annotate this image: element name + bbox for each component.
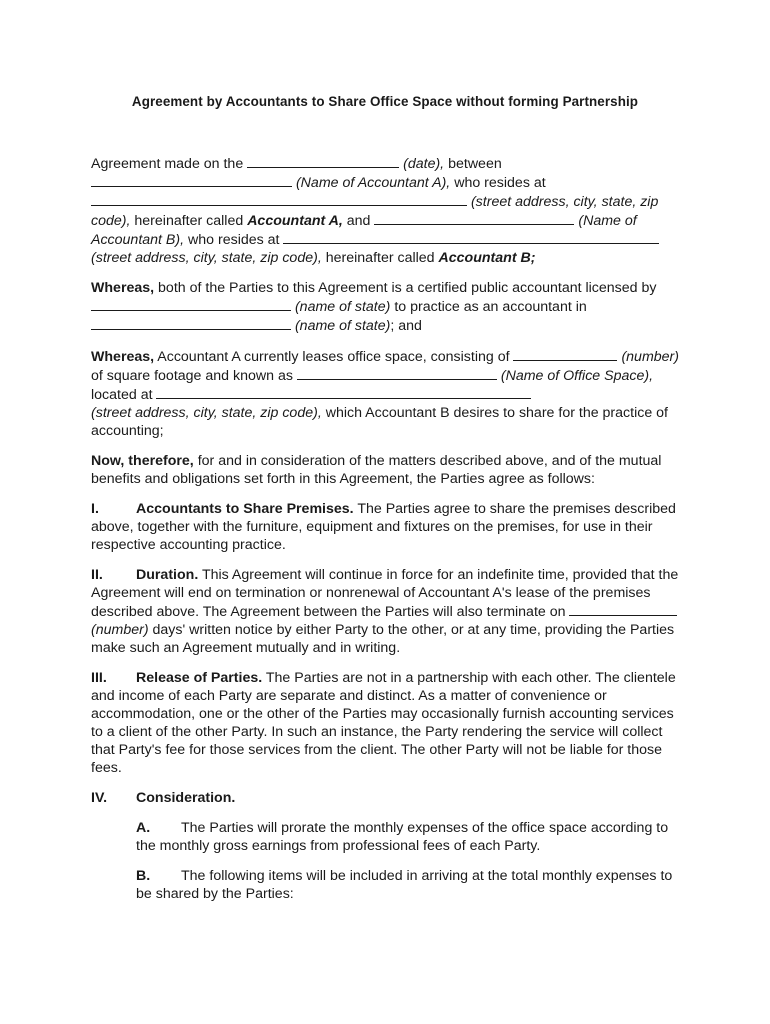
section-number: II. bbox=[91, 567, 103, 583]
office-address-blank[interactable] bbox=[156, 385, 531, 399]
whereas-text: both of the Parties to this Agreement is a certified public accountant licensed by bbox=[158, 280, 657, 296]
section-heading: Release of Parties. bbox=[136, 670, 263, 686]
section-text: The Parties agree to share the premises described above, together with the furniture, equipment and fixtures on the premises, for use in their respective accounting practice. bbox=[91, 501, 676, 553]
accountant-a-hint: (Name of Accountant A), bbox=[295, 175, 451, 191]
now-therefore-text: for and in consideration of the matters described above, and of the mutual benefits and obligations set forth in this Agreement, the Parties agree as follows: bbox=[91, 453, 662, 487]
state-hint: (name of state) bbox=[294, 299, 391, 315]
whereas-text: located at bbox=[91, 387, 153, 403]
date-hint: (date), bbox=[403, 156, 445, 172]
section-heading: Accountants to Share Premises. bbox=[136, 501, 354, 517]
section-2 bbox=[91, 566, 683, 657]
accountant-a-label: Accountant A, bbox=[247, 213, 343, 229]
intro-text: who resides at bbox=[454, 175, 546, 191]
whereas-lease-paragraph bbox=[91, 347, 683, 440]
section-3 bbox=[91, 669, 683, 777]
subsection-number: A. bbox=[136, 820, 151, 836]
date-blank[interactable] bbox=[247, 154, 399, 168]
address-hint: (street address, city, state, zip code), bbox=[91, 194, 659, 229]
section-number: IV. bbox=[91, 790, 108, 806]
accountant-a-name-blank[interactable] bbox=[91, 173, 292, 187]
section-text: days' written notice by either Party to the other, or at any time, providing the Parties make such an Agreement mutually and in writing. bbox=[91, 622, 675, 656]
whereas-text: Accountant A currently leases office space, consisting of bbox=[157, 349, 510, 365]
document-title: Agreement by Accountants to Share Office Space without forming Partnership bbox=[131, 94, 639, 109]
intro-text: Agreement made on the bbox=[91, 156, 244, 172]
intro-text: between bbox=[448, 156, 502, 172]
intro-paragraph bbox=[91, 154, 683, 267]
square-footage-blank[interactable] bbox=[513, 347, 617, 361]
license-state-blank[interactable] bbox=[91, 297, 291, 311]
number-hint: (number) bbox=[91, 622, 149, 638]
now-therefore-lead: Now, therefore, bbox=[91, 453, 194, 469]
now-therefore-paragraph bbox=[91, 452, 683, 488]
intro-text: hereinafter called bbox=[134, 213, 244, 229]
section-text: The Parties are not in a partnership with each other. The clientele and income of each Party are separate and distinct. As a matter of convenience or accommodation, one or the other of the Parties may occasionally furnish accounting services to a client of the other Party. In such an instance, the Party rendering the service will collect that Party's fee for those services from the client. The other Party will not be liable for those fees. bbox=[91, 670, 676, 776]
section-heading: Consideration. bbox=[136, 790, 236, 806]
accountant-b-hint: (Name of Accountant B), bbox=[91, 213, 637, 248]
intro-text: who resides at bbox=[188, 232, 280, 248]
intro-text: and bbox=[346, 213, 371, 229]
section-4 bbox=[91, 789, 683, 807]
intro-text: hereinafter called bbox=[325, 250, 435, 266]
office-space-name-blank[interactable] bbox=[297, 366, 497, 380]
section-1 bbox=[91, 500, 683, 554]
whereas-lead: Whereas, bbox=[91, 280, 155, 296]
address-hint: (street address, city, state, zip code), bbox=[91, 250, 322, 266]
section-heading: Duration. bbox=[136, 567, 199, 583]
section-number: III. bbox=[91, 670, 107, 686]
office-space-hint: (Name of Office Space), bbox=[500, 368, 654, 384]
state-hint: (name of state) bbox=[294, 318, 391, 334]
whereas-text: of square footage and known as bbox=[91, 368, 293, 384]
whereas-text: ; and bbox=[390, 318, 422, 334]
practice-state-blank[interactable] bbox=[91, 316, 291, 330]
section-text: This Agreement will continue in force for an indefinite time, provided that the Agreement will end on termination or nonrenewal of Accountant A's lease of the premises described above. The Agreement between the Parties will also terminate on bbox=[91, 567, 679, 620]
number-hint: (number) bbox=[621, 349, 679, 365]
whereas-lead: Whereas, bbox=[91, 349, 155, 365]
accountant-b-label: Accountant B; bbox=[438, 250, 536, 266]
whereas-text: to practice as an accountant in bbox=[394, 299, 587, 315]
subsection-text: The Parties will prorate the monthly expenses of the office space according to the monthly gross earnings from professional fees of each Party. bbox=[136, 820, 669, 854]
accountant-b-name-blank[interactable] bbox=[374, 211, 574, 225]
section-4-item-a bbox=[91, 819, 683, 855]
whereas-text: which Accountant B desires to share for the practice of accounting; bbox=[91, 405, 668, 439]
section-4-item-b bbox=[91, 867, 683, 903]
whereas-licensed-paragraph bbox=[91, 279, 683, 335]
accountant-a-address-blank[interactable] bbox=[91, 192, 467, 206]
subsection-number: B. bbox=[136, 868, 151, 884]
document-body bbox=[91, 154, 683, 915]
section-number: I. bbox=[91, 501, 99, 517]
address-hint: (street address, city, state, zip code), bbox=[91, 405, 322, 421]
accountant-b-address-blank[interactable] bbox=[283, 230, 659, 244]
notice-days-blank[interactable] bbox=[569, 602, 677, 616]
subsection-text: The following items will be included in arriving at the total monthly expenses to be shared by the Parties: bbox=[136, 868, 673, 902]
